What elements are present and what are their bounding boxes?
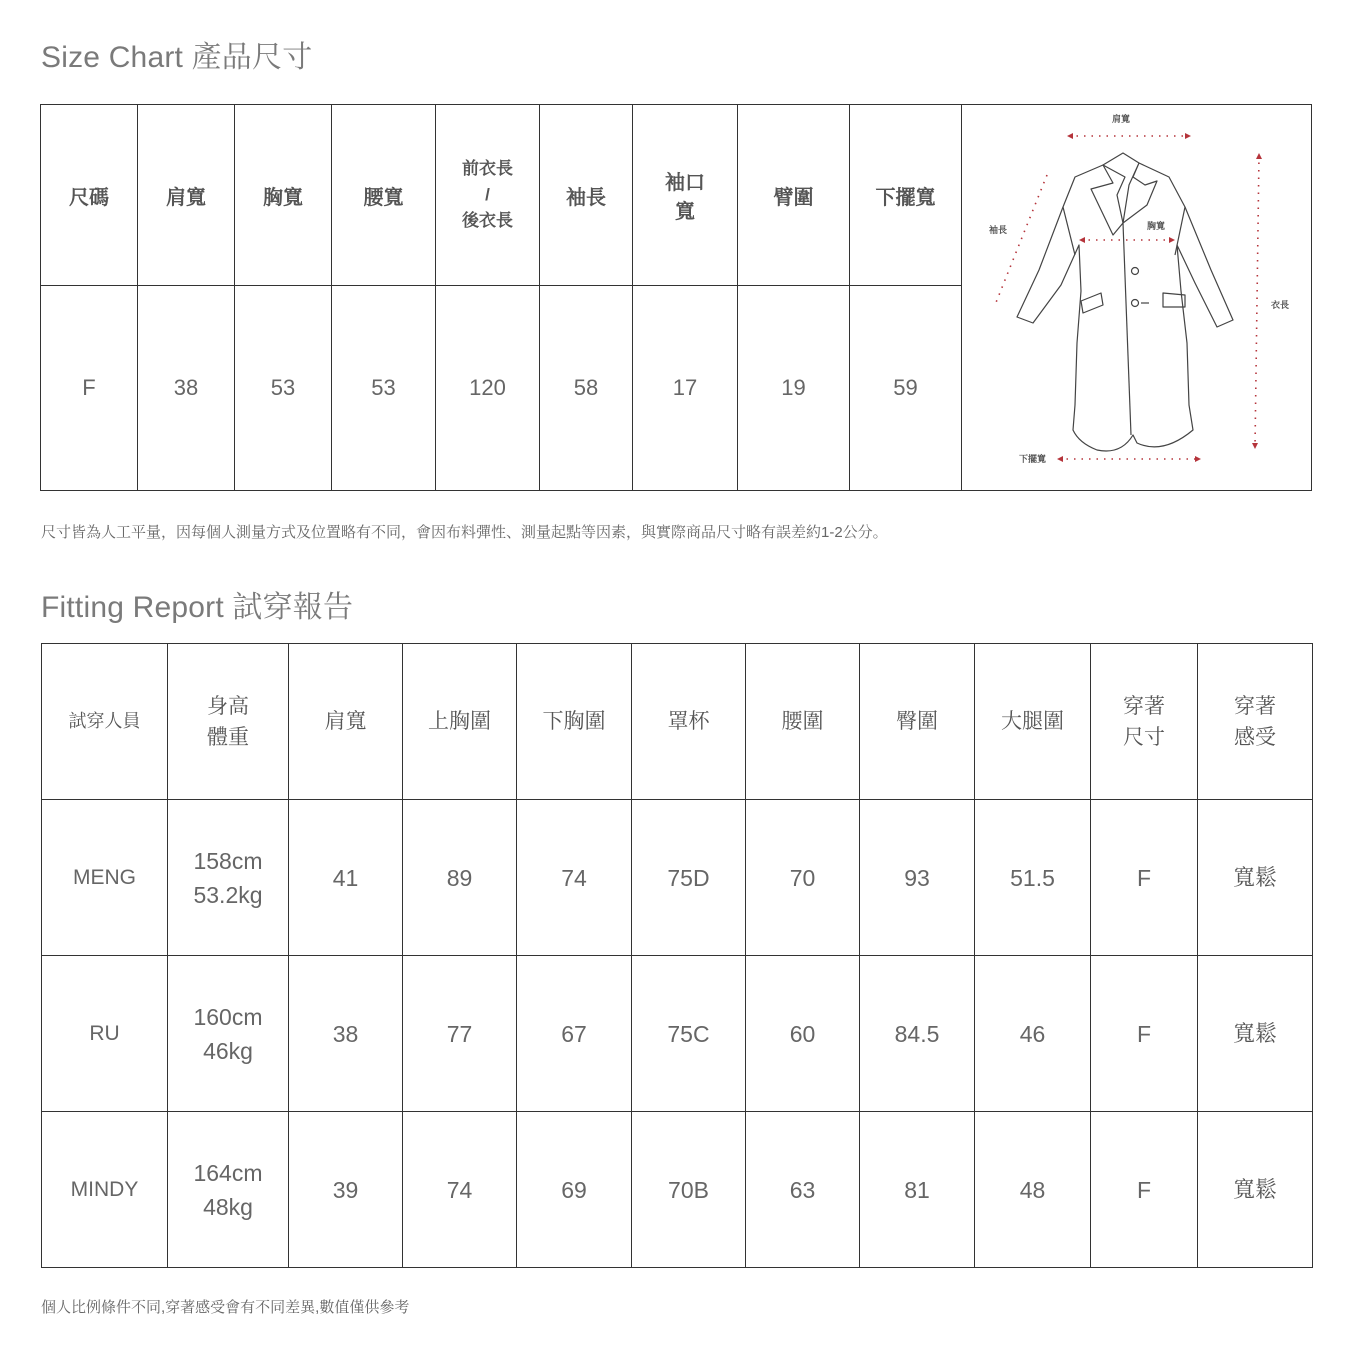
table-cell: F	[1091, 800, 1198, 956]
table-cell: RU	[42, 956, 168, 1112]
table-cell: 17	[633, 286, 738, 491]
header-cell-hip: 臀圍	[860, 644, 975, 800]
table-cell: 67	[517, 956, 632, 1112]
diagram-label-shoulder: 肩寬	[1111, 114, 1130, 124]
header-cell-length: 前衣長 / 後衣長	[436, 105, 540, 286]
table-cell: 53	[235, 286, 332, 491]
table-cell: 寬鬆	[1198, 1112, 1313, 1268]
table-row	[42, 956, 1313, 1112]
header-cell-tester: 試穿人員	[42, 644, 168, 800]
length-measure-line	[1255, 155, 1259, 447]
sleeve-measure-line	[995, 175, 1047, 305]
table-cell: 70	[746, 800, 860, 956]
table-cell: 74	[403, 1112, 517, 1268]
table-cell: 38	[138, 286, 235, 491]
header-cell-shoulder: 肩寬	[289, 644, 403, 800]
table-cell: 77	[403, 956, 517, 1112]
table-cell: 164cm 48kg	[168, 1112, 289, 1268]
header-cell-cuff: 袖口 寬	[633, 105, 738, 286]
header-cell-sleeve: 袖長	[540, 105, 633, 286]
size-chart-title: Size Chart 產品尺寸	[41, 41, 313, 74]
arrow-icon	[1252, 443, 1258, 449]
table-cell: 41	[289, 800, 403, 956]
table-cell: MINDY	[42, 1112, 168, 1268]
size-chart-note: 尺寸皆為人工平量，因每個人測量方式及位置略有不同，會因布料彈性、測量起點等因素，與實際商品尺寸略有誤差約1-2公分。	[41, 524, 888, 541]
table-cell: F	[1091, 1112, 1198, 1268]
header-cell-worn-size: 穿著 尺寸	[1091, 644, 1198, 800]
table-cell: 60	[746, 956, 860, 1112]
table-cell: 38	[289, 956, 403, 1112]
diagram-label-chest: 胸寬	[1146, 221, 1165, 231]
table-cell: F	[1091, 956, 1198, 1112]
arrow-icon	[1067, 133, 1073, 139]
table-cell: 59	[850, 286, 962, 491]
header-cell-arm: 臂圍	[738, 105, 850, 286]
fitting-report-note: 個人比例條件不同,穿著感受會有不同差異,數值僅供參考	[41, 1299, 410, 1316]
table-cell: 75C	[632, 956, 746, 1112]
table-cell: 寬鬆	[1198, 956, 1313, 1112]
table-cell: 53	[332, 286, 436, 491]
header-cell-under-bust: 下胸圍	[517, 644, 632, 800]
table-row	[42, 800, 1313, 956]
table-cell: 51.5	[975, 800, 1091, 956]
header-cell-hem: 下擺寬	[850, 105, 962, 286]
header-cell-feel: 穿著 感受	[1198, 644, 1313, 800]
arrow-icon	[1079, 237, 1085, 243]
header-cell-thigh: 大腿圍	[975, 644, 1091, 800]
fitting-report-title: Fitting Report 試穿報告	[41, 591, 354, 624]
header-cell-cup: 罩杯	[632, 644, 746, 800]
table-cell: 160cm 46kg	[168, 956, 289, 1112]
arrow-icon	[1169, 237, 1175, 243]
coat-lapel-left	[1091, 165, 1125, 235]
coat-measurement-diagram	[963, 105, 1311, 484]
header-cell-upper-bust: 上胸圍	[403, 644, 517, 800]
table-cell: F	[41, 286, 138, 491]
arrow-icon	[1057, 456, 1063, 462]
coat-diagram-cell	[962, 105, 1312, 491]
size-chart-header-row	[41, 105, 1312, 286]
table-cell: 19	[738, 286, 850, 491]
header-cell-height-weight: 身高 體重	[168, 644, 289, 800]
table-cell: 39	[289, 1112, 403, 1268]
size-chart-table	[40, 104, 1312, 491]
coat-pocket-left	[1081, 293, 1103, 313]
diagram-label-hem: 下擺寬	[1018, 454, 1046, 464]
table-cell: 158cm 53.2kg	[168, 800, 289, 956]
coat-lapel-right	[1123, 163, 1157, 223]
table-cell: 58	[540, 286, 633, 491]
header-cell-size: 尺碼	[41, 105, 138, 286]
table-cell: 46	[975, 956, 1091, 1112]
diagram-label-sleeve: 袖長	[988, 225, 1007, 235]
arrow-icon	[1185, 133, 1191, 139]
table-cell: 89	[403, 800, 517, 956]
table-cell: 70B	[632, 1112, 746, 1268]
header-cell-waist: 腰圍	[746, 644, 860, 800]
table-cell: 75D	[632, 800, 746, 956]
table-row	[42, 1112, 1313, 1268]
header-cell-shoulder: 肩寬	[138, 105, 235, 286]
diagram-label-length: 衣長	[1270, 300, 1289, 310]
table-cell: 93	[860, 800, 975, 956]
table-cell: MENG	[42, 800, 168, 956]
table-cell: 81	[860, 1112, 975, 1268]
header-cell-waist: 腰寬	[332, 105, 436, 286]
arrow-icon	[1256, 153, 1262, 159]
table-cell: 120	[436, 286, 540, 491]
table-cell: 寬鬆	[1198, 800, 1313, 956]
header-cell-chest: 胸寬	[235, 105, 332, 286]
table-cell: 63	[746, 1112, 860, 1268]
table-cell: 84.5	[860, 956, 975, 1112]
coat-outline	[1017, 153, 1233, 451]
fitting-report-header-row	[42, 644, 1313, 800]
arrow-icon	[1195, 456, 1201, 462]
fitting-report-table	[41, 643, 1313, 1268]
table-cell: 48	[975, 1112, 1091, 1268]
table-cell: 74	[517, 800, 632, 956]
table-cell: 69	[517, 1112, 632, 1268]
